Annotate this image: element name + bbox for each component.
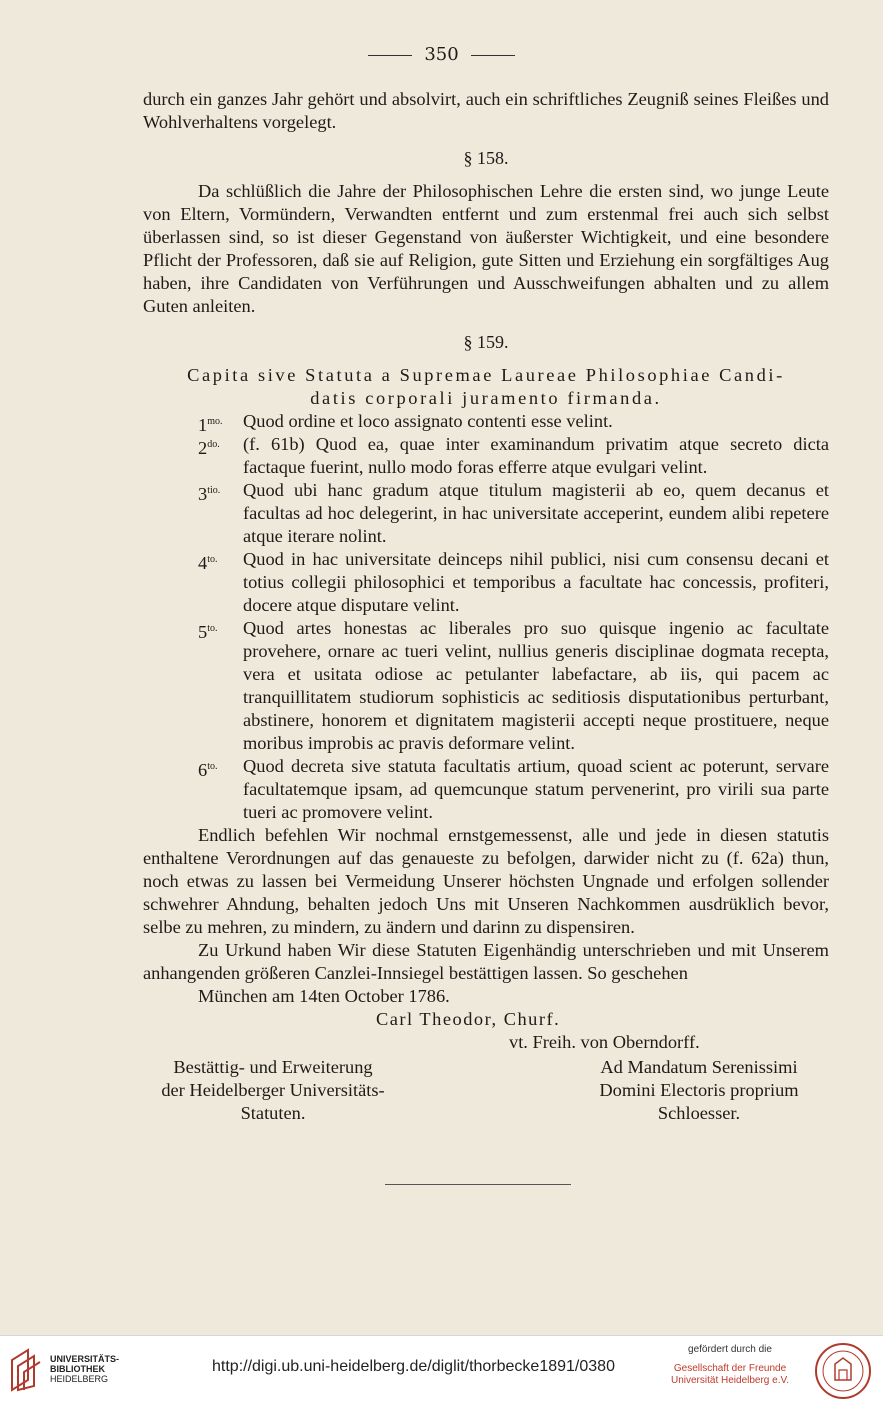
closing-paragraph-1: Endlich befehlen Wir nochmal ernstgemessenst, alle und jede in diesen statutis enthaltene Verordnungen auf das genaueste zu befolgen, darwider nicht zu (f. 62a) thun, noch etwas zu lassen bei Vermeidung Unserer höchsten Ungnade und erfolgen sollender schwehrer Ahndung, behalten jedoch Uns mit Unseren Nachkommen ausdrüklich bevor, selbe zu mehren, zu mindern, zu ändern und darinn zu dispensiren. <box>143 825 829 937</box>
header-rule-left <box>368 55 412 56</box>
section-159-heading: § 159. <box>463 332 509 352</box>
statuta-title-line1: Capita sive Statuta a Supremae Laureae Philosophiae Candi- <box>187 365 785 385</box>
item-number: $3^{tio.}$ <box>198 484 221 505</box>
body-text <box>143 88 829 1125</box>
page-number: 350 <box>424 44 459 65</box>
item-number: $5^{to.}$ <box>198 622 218 643</box>
item-text: Quod artes honestas ac liberales pro suo quisque ingenio ac facultate provehere, ornare ac tueri velint, nullius generis disciplinae dogmata recepta, vera et usitata odiose ac petulanter labefactare, ab iis, qui pacem ac tranquillitatem studiorum sophisticis ac seditiosis disputationibus perturbant, abstinere, honorem et dignitatem magisterii accepti neque prostituere, neque moribus improbis ac pravis deformare velint. <box>243 618 829 753</box>
item-number: $1^{mo.}$ <box>198 415 223 436</box>
signature-notes <box>143 1056 829 1125</box>
countersignature: vt. Freih. von Oberndorff. <box>509 1032 700 1052</box>
date-line: München am 14ten October 1786. <box>198 986 450 1006</box>
viewer-footer <box>0 1335 883 1405</box>
section-158-heading: § 158. <box>463 148 509 168</box>
item-text: Quod ubi hanc gradum atque titulum magisterii ab eo, quem decanus et facultas ad hoc delegerint, in hac universitate acceperint, eundem alibi repetere atque iterare nolint. <box>243 480 829 546</box>
header-rule-right <box>471 55 515 56</box>
item-text: Quod decreta sive statuta facultatis artium, quoad scient ac poterunt, servare facultatemque ipsam, ad quemcunque statum pervenerint, pro virili sua parte tueri ac promovere velint. <box>243 756 829 822</box>
end-rule <box>385 1184 571 1185</box>
statute-item <box>143 755 829 824</box>
item-number: $6^{to.}$ <box>198 760 218 781</box>
library-name: UNIVERSITÄTS- BIBLIOTHEK HEIDELBERG <box>50 1354 120 1384</box>
item-text: Quod ordine et loco assignato contenti esse velint. <box>243 411 613 431</box>
sponsor-line-1: Gesellschaft der Freunde <box>673 1363 787 1374</box>
page-header <box>0 44 883 65</box>
closing-paragraph-2: Zu Urkund haben Wir diese Statuten Eigenhändig unterschrieben und mit Unserem anhangenden größeren Canzlei-Innsiegel bestättigen lassen. So geschehen <box>143 940 829 983</box>
item-number: $4^{to.}$ <box>198 553 218 574</box>
library-logo-icon <box>8 1346 42 1394</box>
item-text: (f. 61b) Quod ea, quae inter examinandum privatim atque secreto dicta factaque fuerint, nullo modo foras efferre atque evulgari velint. <box>243 434 829 477</box>
sponsor-block <box>650 1344 810 1387</box>
university-seal-icon <box>814 1342 872 1400</box>
statute-item <box>143 433 829 479</box>
section-158-text: Da schlüßlich die Jahre der Philosophischen Lehre die ersten sind, wo junge Leute von Eltern, Vormündern, Verwandten entfernt und zum erstenmal frei auch sich selbst überlassen sind, so ist dieser Gegenstand von äußerster Wichtigkeit, und eine besondere Pflicht der Professoren, daß sie auf Religion, gute Sitten und Erziehung ein sorgfältiges Aug haben, ihre Candidaten von Verführungen und Ausschweifungen abhalten und zu allem Guten anleiten. <box>143 181 829 316</box>
statute-item <box>143 479 829 548</box>
signature: Carl Theodor, Churf. <box>376 1009 561 1029</box>
statute-item <box>143 410 829 436</box>
left-note: Bestättig- und Erweiterung der Heidelberger Universitäts- Statuten. <box>161 1057 385 1123</box>
sponsor-label: gefördert durch die <box>688 1344 772 1355</box>
item-number: $2^{do.}$ <box>198 438 220 459</box>
statuta-title-line2: datis corporali juramento firmanda. <box>310 388 662 408</box>
statute-item <box>143 548 829 617</box>
statute-item <box>143 617 829 755</box>
permalink-url[interactable]: http://digi.ub.uni-heidelberg.de/diglit/thorbecke1891/0380 <box>212 1358 615 1375</box>
item-text: Quod in hac universitate deinceps nihil publici, nisi cum consensu decani et totius collegii philosophici et temporibus a facultate hac concessis, profiteri, docere atque disputare velint. <box>243 549 829 615</box>
sponsor-line-2: Universität Heidelberg e.V. <box>670 1375 790 1386</box>
right-note: Ad Mandatum Serenissimi Domini Electoris proprium Schloesser. <box>599 1057 799 1123</box>
intro-paragraph: durch ein ganzes Jahr gehört und absolvirt, auch ein schriftliches Zeugniß seines Fleißes und Wohlverhaltens vorgelegt. <box>143 89 829 132</box>
